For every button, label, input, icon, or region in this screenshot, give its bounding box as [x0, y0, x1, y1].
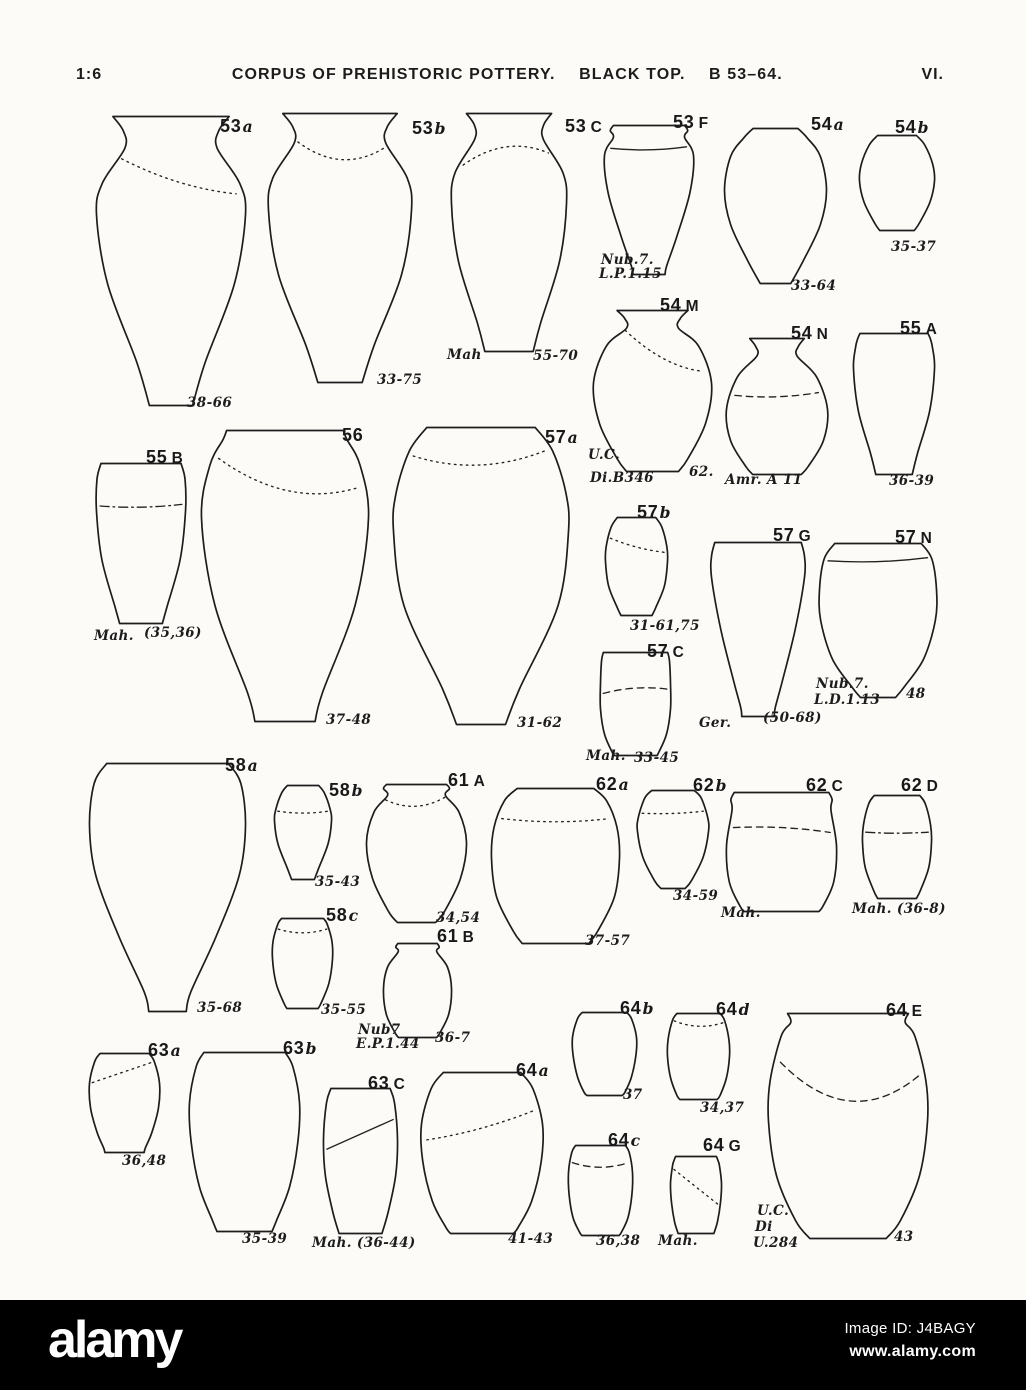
- pot-outline: [819, 544, 937, 698]
- pot-outline: [451, 114, 566, 352]
- pot-label-64d: 64d: [716, 999, 751, 1019]
- pot-drawing-57a: [392, 426, 570, 726]
- pot-label-64b: 64b: [620, 998, 655, 1018]
- pot-outline: [711, 543, 806, 717]
- pot-caption-64a: 41-43: [508, 1231, 554, 1247]
- pot-label-54a: 54a: [811, 114, 845, 134]
- blacktop-boundary-line: [122, 159, 236, 194]
- pot-caption-61A: 34,54: [436, 910, 481, 926]
- blacktop-boundary-line: [427, 1110, 535, 1140]
- pot-label-62a: 62a: [596, 774, 630, 794]
- blacktop-boundary-line: [828, 558, 927, 562]
- pot-label-54N: 54 N: [791, 323, 829, 343]
- pot-label-57N: 57 N: [895, 527, 933, 547]
- pot-label-53b: 53b: [412, 118, 447, 138]
- pot-label-58c: 58c: [326, 905, 359, 925]
- pot-caption-64E: Di: [755, 1219, 773, 1235]
- pot-caption-63a: 36,48: [122, 1153, 167, 1169]
- pot-caption-54M: U.C.: [588, 447, 621, 463]
- pot-outline: [637, 791, 709, 889]
- pot-caption-57C: Mah.: [586, 748, 626, 764]
- pot-label-63b: 63b: [283, 1038, 318, 1058]
- pot-outline: [605, 518, 667, 616]
- scale-note: 1:6: [76, 66, 103, 83]
- pot-drawing-64c: [567, 1144, 634, 1237]
- plate-number: VI.: [921, 66, 944, 83]
- pot-caption-55B: (35,36): [144, 625, 202, 641]
- pot-label-54b: 54b: [895, 117, 930, 137]
- blacktop-boundary-line: [735, 393, 819, 397]
- plate-title-sub: BLACK TOP.: [579, 66, 686, 83]
- pot-outline: [859, 136, 934, 231]
- pot-drawing-64a: [420, 1071, 544, 1235]
- pot-outline: [272, 919, 333, 1009]
- pot-caption-53F: L.P.1.15: [599, 266, 662, 282]
- blacktop-boundary-line: [100, 504, 182, 507]
- pot-drawing-56: [200, 429, 370, 723]
- pot-label-63C: 63 C: [368, 1073, 406, 1093]
- pot-caption-62a: 37-57: [585, 933, 631, 949]
- pot-label-55B: 55 B: [146, 447, 184, 467]
- blacktop-boundary-line: [674, 1169, 718, 1204]
- pot-caption-54a: 33-64: [791, 278, 837, 294]
- pot-label-64a: 64a: [516, 1060, 550, 1080]
- pot-label-58a: 58a: [225, 755, 259, 775]
- pot-outline: [421, 1073, 543, 1234]
- pot-label-53C: 53 C: [565, 116, 603, 136]
- pot-outline: [853, 334, 934, 475]
- pot-drawing-61A: [365, 783, 468, 924]
- alamy-logo: alamy: [48, 1311, 181, 1369]
- pot-label-57a: 57a: [545, 427, 579, 447]
- pot-label-53F: 53 F: [673, 112, 709, 132]
- watermark-bar: [0, 1300, 1026, 1390]
- pot-drawing-62b: [636, 789, 710, 890]
- plate-title-main: CORPUS OF PREHISTORIC POTTERY.: [231, 66, 556, 83]
- pot-caption-53b: 33-75: [377, 372, 423, 388]
- pot-caption-63C: Mah. (36-44): [312, 1235, 416, 1251]
- pot-label-53a: 53a: [220, 116, 254, 136]
- plate-title-range: B 53–64.: [709, 66, 783, 83]
- pot-outline: [568, 1146, 632, 1236]
- pot-caption-53C: Mah: [447, 347, 482, 363]
- pot-drawing-54N: [725, 337, 829, 476]
- pot-label-63a: 63a: [148, 1040, 182, 1060]
- pot-drawing-55B: [95, 462, 187, 625]
- blacktop-boundary-line: [572, 1163, 628, 1168]
- pot-drawing-64E: [767, 1012, 929, 1240]
- pot-drawing-54a: [723, 127, 828, 285]
- pot-outline: [393, 428, 569, 725]
- pot-outline: [491, 789, 619, 944]
- blacktop-boundary-line: [866, 832, 928, 833]
- pot-outline: [96, 117, 245, 406]
- pot-outline: [670, 1157, 721, 1234]
- blacktop-boundary-line: [413, 450, 547, 465]
- pot-drawing-62D: [861, 794, 933, 900]
- pot-outline: [366, 785, 466, 923]
- pot-label-57C: 57 C: [647, 641, 685, 661]
- blacktop-boundary-line: [386, 797, 446, 806]
- pot-caption-53a: 38-66: [187, 395, 233, 411]
- pot-outline: [862, 796, 931, 899]
- plate-title: [223, 66, 792, 84]
- pot-label-57b: 57b: [637, 502, 672, 522]
- blacktop-boundary-line: [278, 811, 328, 813]
- pot-drawing-63C: [322, 1087, 399, 1235]
- blacktop-boundary-line: [603, 688, 667, 694]
- pot-caption-62b: 34-59: [673, 888, 719, 904]
- pot-caption-64c: 36,38: [596, 1233, 641, 1249]
- blacktop-boundary-line: [463, 146, 548, 165]
- watermark-image-id: Image ID: J4BAGY: [844, 1320, 976, 1337]
- pot-drawing-64b: [571, 1011, 638, 1097]
- pot-caption-61B: E.P.1.44: [356, 1036, 420, 1052]
- pot-caption-64G: Mah.: [658, 1233, 698, 1249]
- pot-caption-53F: Nub.7.: [601, 252, 654, 268]
- pot-label-64G: 64 G: [703, 1135, 742, 1155]
- pot-drawing-57G: [710, 541, 806, 718]
- pot-caption-57C: 33-45: [634, 750, 680, 766]
- blacktop-boundary-line: [327, 1120, 393, 1150]
- pot-caption-63b: 35-39: [242, 1231, 288, 1247]
- pot-caption-58b: 35-43: [315, 874, 361, 890]
- pot-drawing-57C: [599, 651, 672, 757]
- pot-caption-58a: 35-68: [197, 1000, 243, 1016]
- pot-drawing-55A: [852, 332, 936, 476]
- pot-label-62C: 62 C: [806, 775, 844, 795]
- blacktop-boundary-line: [780, 1062, 918, 1101]
- pot-drawing-53b: [267, 112, 413, 384]
- blacktop-boundary-line: [298, 142, 385, 160]
- pot-drawing-64d: [666, 1012, 731, 1101]
- pot-drawing-53C: [450, 112, 568, 353]
- pot-outline: [572, 1013, 637, 1096]
- pot-caption-54M: 62.: [689, 464, 714, 480]
- pot-outline: [89, 1054, 160, 1153]
- pot-drawing-58b: [273, 784, 333, 881]
- pot-caption-54N: Amr. A 11: [725, 472, 803, 488]
- watermark-url: www.alamy.com: [849, 1343, 976, 1360]
- watermark-info: [844, 1320, 976, 1361]
- pot-caption-56: 37-48: [326, 712, 372, 728]
- pot-label-58b: 58b: [329, 780, 364, 800]
- pot-outline: [89, 764, 245, 1012]
- pot-outline: [201, 431, 368, 722]
- pot-caption-62C: Mah.: [721, 905, 761, 921]
- pot-drawing-63a: [88, 1052, 161, 1154]
- pot-drawing-58c: [271, 917, 334, 1010]
- pot-label-57G: 57 G: [773, 525, 812, 545]
- pot-caption-57G: Ger.: [699, 715, 732, 731]
- pot-caption-64E: U.284: [753, 1235, 799, 1251]
- pot-outline: [726, 339, 828, 475]
- pot-outline: [323, 1089, 397, 1234]
- pot-label-55A: 55 A: [900, 318, 938, 338]
- pot-label-62b: 62b: [693, 775, 728, 795]
- pot-outline: [189, 1053, 300, 1232]
- blacktop-boundary-line: [611, 147, 687, 150]
- pot-outline: [274, 786, 331, 880]
- pot-drawing-54b: [858, 134, 936, 232]
- pot-outline: [268, 114, 412, 383]
- pot-outline: [96, 464, 186, 624]
- pot-outline: [725, 129, 827, 284]
- blacktop-boundary-line: [610, 538, 664, 552]
- blacktop-boundary-line: [92, 1062, 152, 1082]
- pot-drawing-57b: [604, 516, 669, 617]
- pot-label-64E: 64 E: [886, 1000, 923, 1020]
- pot-caption-57N: Nub.7.: [816, 676, 869, 692]
- blacktop-boundary-line: [625, 330, 703, 371]
- pot-caption-54M: Di.B346: [590, 470, 654, 486]
- pot-caption-62D: Mah. (36-8): [852, 901, 946, 917]
- pot-caption-55B: Mah.: [94, 628, 134, 644]
- pot-caption-61B: Nub7: [358, 1022, 401, 1038]
- pot-caption-57N: L.D.1.13: [814, 692, 881, 708]
- pot-caption-57G: (50-68): [763, 710, 822, 726]
- pot-outline: [600, 653, 671, 756]
- pot-drawing-58a: [88, 762, 247, 1013]
- pot-label-64c: 64c: [608, 1130, 641, 1150]
- plate-header: [0, 66, 1026, 90]
- blacktop-boundary-line: [674, 1021, 723, 1026]
- pot-drawing-63b: [188, 1051, 301, 1233]
- pot-caption-57b: 31-61,75: [630, 618, 700, 634]
- pot-drawing-62C: [725, 791, 838, 913]
- blacktop-boundary-line: [642, 811, 703, 813]
- pot-caption-57N: 48: [906, 686, 926, 702]
- pot-label-61A: 61 A: [448, 770, 486, 790]
- pot-drawing-64G: [669, 1155, 723, 1235]
- blacktop-boundary-line: [278, 929, 327, 933]
- pot-outline: [768, 1014, 928, 1239]
- pot-caption-64b: 37: [623, 1087, 643, 1103]
- pot-label-56: 56: [342, 425, 364, 445]
- blacktop-boundary-line: [502, 819, 610, 822]
- pot-caption-64E: U.C.: [757, 1203, 790, 1219]
- pot-drawing-62a: [490, 787, 621, 945]
- pot-caption-53C: 55-70: [533, 348, 579, 364]
- pot-outline: [726, 793, 836, 912]
- pot-label-54M: 54 M: [660, 295, 700, 315]
- pot-caption-54b: 35-37: [891, 239, 937, 255]
- pot-caption-64E: 43: [894, 1229, 914, 1245]
- pot-drawing-53a: [95, 115, 247, 407]
- pot-caption-57a: 31-62: [517, 715, 563, 731]
- blacktop-boundary-line: [219, 458, 358, 493]
- pot-caption-58c: 35-55: [321, 1002, 367, 1018]
- pot-caption-61B: 36-7: [435, 1030, 471, 1046]
- blacktop-boundary-line: [733, 827, 830, 832]
- pot-caption-64d: 34,37: [700, 1100, 745, 1116]
- pot-caption-55A: 36-39: [889, 473, 935, 489]
- pot-label-62D: 62 D: [901, 775, 939, 795]
- pot-label-61B: 61 B: [437, 926, 475, 946]
